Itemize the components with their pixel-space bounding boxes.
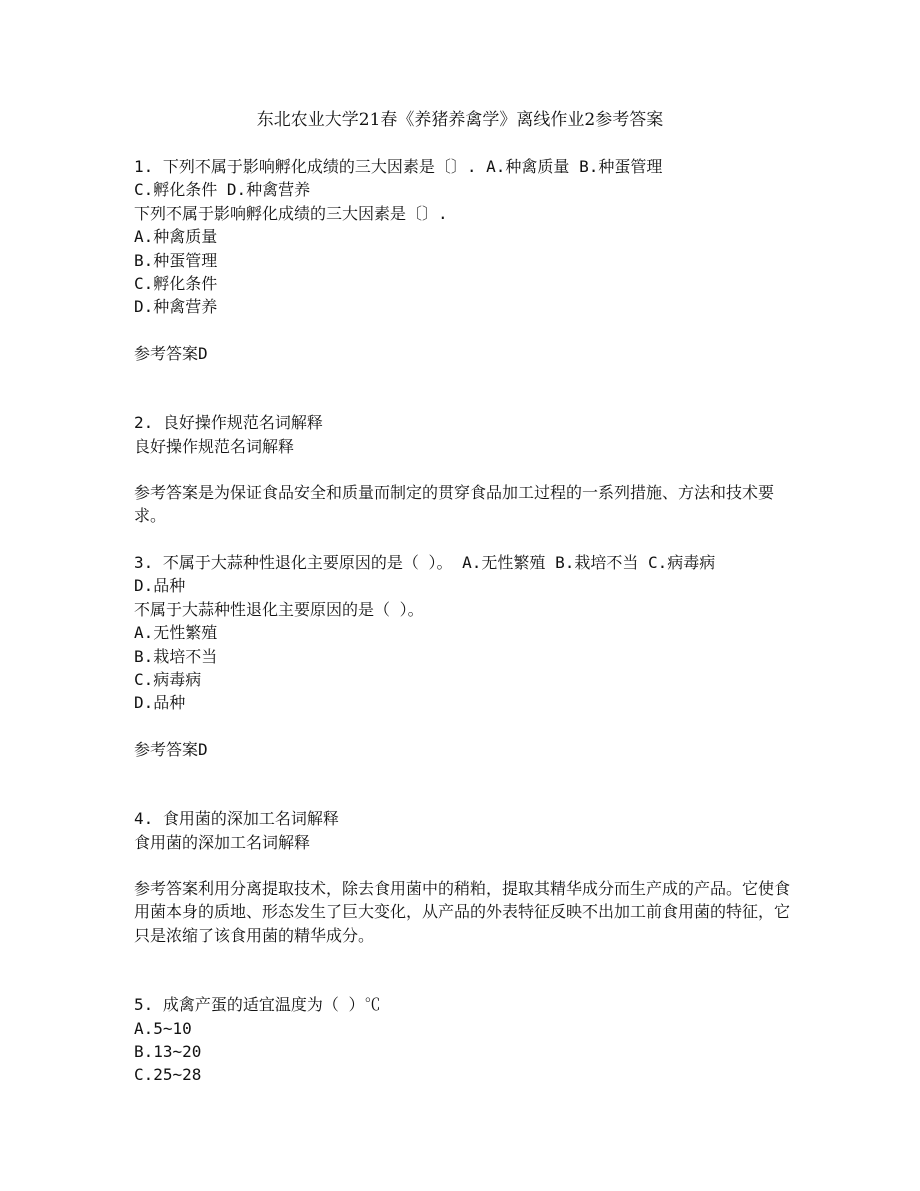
answer: 参考答案D <box>134 739 208 759</box>
option-d: D.种禽营养 <box>134 297 218 317</box>
question-stem-continued: D.品种 <box>134 576 186 596</box>
question-4 <box>134 807 794 947</box>
question-stem-continued: C.孵化条件 D.种禽营养 <box>134 180 311 200</box>
question-repeat: 不属于大蒜种性退化主要原因的是（ ）。 <box>134 599 424 619</box>
option-b: B.13~20 <box>134 1041 202 1061</box>
question-repeat: 食用菌的深加工名词解释 <box>134 832 311 852</box>
question-3 <box>134 551 794 761</box>
question-2 <box>134 411 794 528</box>
question-stem: 4. 食用菌的深加工名词解释 <box>134 809 339 829</box>
question-stem: 5. 成禽产蛋的适宜温度为（ ）℃ <box>134 995 381 1015</box>
option-a: A.无性繁殖 <box>134 623 218 643</box>
question-5 <box>134 993 794 1087</box>
question-1 <box>134 155 794 365</box>
question-repeat: 下列不属于影响孵化成绩的三大因素是〔〕. <box>134 203 448 223</box>
option-c: C.病毒病 <box>134 669 202 689</box>
question-stem: 2. 良好操作规范名词解释 <box>134 413 323 433</box>
question-stem: 1. 下列不属于影响孵化成绩的三大因素是〔〕. A.种禽质量 B.种蛋管理 <box>134 157 663 176</box>
option-c: C.孵化条件 <box>134 274 218 294</box>
question-repeat: 良好操作规范名词解释 <box>134 436 295 456</box>
option-a: A.种禽质量 <box>134 227 218 247</box>
option-a: A.5~10 <box>134 1018 192 1038</box>
answer: 参考答案D <box>134 343 208 363</box>
answer: 参考答案利用分离提取技术，除去食用菌中的稍粕，提取其精华成分而生产成的产品。它使食用菌本身的质地、形态发生了巨大变化，从产品的外表特征反映不出加工前食用菌的特征，它只是浓缩了该食用菌的精华成分。 <box>134 878 791 945</box>
document-title: 东北农业大学21春《养猪养禽学》离线作业2参考答案 <box>256 110 664 130</box>
option-b: B.种蛋管理 <box>134 250 218 270</box>
document-body <box>134 155 794 1087</box>
option-c: C.25~28 <box>134 1065 202 1085</box>
option-b: B.栽培不当 <box>134 646 218 666</box>
answer: 参考答案是为保证食品安全和质量而制定的贯穿食品加工过程的一系列措施、方法和技术要求。 <box>134 483 775 526</box>
question-stem: 3. 不属于大蒜种性退化主要原因的是（ ）。 A.无性繁殖 B.栽培不当 C.病毒病 <box>134 552 716 572</box>
option-d: D.品种 <box>134 693 186 713</box>
